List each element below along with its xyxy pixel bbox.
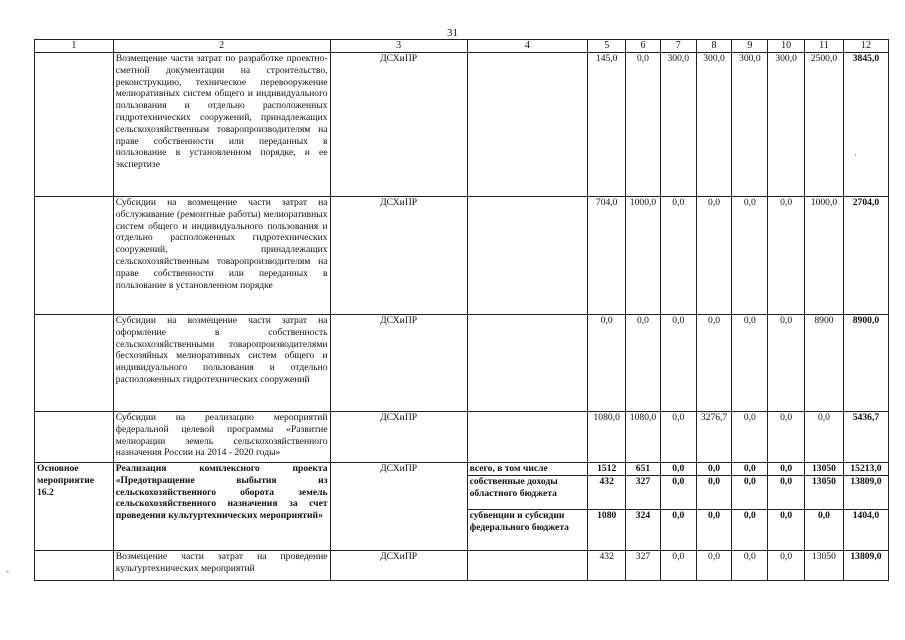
value: 327 [626, 476, 660, 510]
header-cell: 2 [113, 40, 330, 53]
value-cell: 0,0 [732, 315, 768, 412]
funding-source-cell [467, 197, 588, 315]
value: 0,0 [768, 463, 804, 476]
value: 432 [588, 476, 625, 510]
value: 0,0 [708, 510, 721, 521]
header-cell: 1 [35, 40, 114, 53]
total-cell: 13809,0 [843, 551, 888, 581]
total-cell [843, 463, 888, 551]
value: 0,0 [817, 510, 830, 521]
value-cell [626, 463, 661, 551]
activity-label-cell [35, 315, 114, 412]
value: 0,0 [732, 476, 767, 510]
value-cell: 0,0 [732, 412, 768, 463]
executor-cell: ДСХиПР [330, 53, 467, 197]
total-value: 13809,0 [844, 476, 888, 510]
executor-cell: ДСХиПР [330, 315, 467, 412]
header-cell: 5 [588, 40, 626, 53]
header-cell: 9 [732, 40, 768, 53]
header-cell: 7 [660, 40, 696, 53]
funding-source-regional: собственные доходы областного бюджета [468, 476, 588, 510]
value-cell: 0,0 [768, 315, 805, 412]
funding-source-cell [467, 53, 588, 197]
activity-description: Возмещение части затрат по разработке проектно-сметной документации на строительство, реконструкцию, техническое перевооружение мелиоративных систем общего и индивидуального пользования и отдельно расположенных гидротехнических сооружений, принадлежащих сельскохозяйственным товаропроизводителям на праве собственности или переданных в пользование в установленном порядке, и ее экспертизе [113, 53, 330, 197]
header-cell: 11 [805, 40, 844, 53]
value: 1512 [588, 463, 625, 476]
funding-source-federal: субвенции и субсидии федерального бюджета [469, 510, 569, 533]
activity-description: Субсидии на возмещение части затрат на обслуживание (ремонтные работы) мелиоративных систем общего и индивидуального пользования и отдельно расположенных гидротехнических сооружений, принадлежащих сельскохозяйственным товаропроизводителям на праве собственности или переданных в пользование в установленном порядке [113, 197, 330, 315]
value: 0,0 [697, 463, 732, 476]
value-cell: 0,0 [696, 315, 732, 412]
value-cell: 1080,0 [588, 412, 626, 463]
value-cell: 145,0 [588, 53, 626, 197]
value-cell: 300,0 [660, 53, 696, 197]
value-cell: 704,0 [588, 197, 626, 315]
executor-cell: ДСХиПР [330, 412, 467, 463]
value-cell: 0,0 [805, 412, 844, 463]
value-cell: 0,0 [626, 53, 661, 197]
value: 0,0 [661, 476, 696, 510]
value-cell [588, 463, 626, 551]
value-cell: 300,0 [696, 53, 732, 197]
value-cell: 2500,0 [805, 53, 844, 197]
value: 651 [626, 463, 660, 476]
value: 0,0 [672, 510, 685, 521]
total-cell: 8900,0 [843, 315, 888, 412]
value-cell: 0,0 [768, 412, 805, 463]
value-cell [696, 463, 732, 551]
main-activity-description: Реализация комплексного проекта «Предотвращение выбытия из сельскохозяйственного оборота земель сельскохозяйственного назначения за счет проведения культуртехнических мероприятий» [113, 463, 330, 551]
header-cell: 8 [696, 40, 732, 53]
value: 324 [635, 510, 651, 521]
value-cell [660, 463, 696, 551]
header-cell: 6 [626, 40, 661, 53]
activity-description: Субсидии на возмещение части затрат на оформление в собственность сельскохозяйственными товаропроизводителями бесхозяйных мелиоративных систем общего и индивидуального пользования и отдельно расположенных гидротехнических сооружений [113, 315, 330, 412]
value-cell: 0,0 [626, 315, 661, 412]
value-cell: 0,0 [732, 551, 768, 581]
budget-table [34, 39, 889, 581]
value-cell [732, 463, 768, 551]
table-row [35, 551, 889, 581]
value-cell: 0,0 [660, 551, 696, 581]
total-value: 1404,0 [852, 510, 880, 521]
total-cell: 3845,0 [843, 53, 888, 197]
value-cell: 1000,0 [805, 197, 844, 315]
total-cell: 5436,7 [843, 412, 888, 463]
funding-source-cell [467, 463, 588, 551]
executor-cell: ДСХиПР [330, 197, 467, 315]
activity-label-cell [35, 551, 114, 581]
value-cell: 1000,0 [626, 197, 661, 315]
value: 0,0 [780, 510, 793, 521]
header-cell: 12 [843, 40, 888, 53]
header-cell: 4 [467, 40, 588, 53]
main-activity-row [35, 463, 889, 551]
value-cell: 327 [626, 551, 661, 581]
value-cell: 0,0 [768, 551, 805, 581]
value: 0,0 [661, 463, 696, 476]
value-cell: 432 [588, 551, 626, 581]
value-cell: 0,0 [660, 412, 696, 463]
value-cell: 300,0 [732, 53, 768, 197]
funding-source-total: всего, в том числе [468, 463, 588, 476]
value-cell: 3276,7 [696, 412, 732, 463]
scan-artifact: · [854, 150, 857, 160]
value-cell: 0,0 [660, 315, 696, 412]
activity-label-cell [35, 412, 114, 463]
value: 0,0 [697, 476, 732, 510]
value-cell: 300,0 [768, 53, 805, 197]
activity-label-cell [35, 197, 114, 315]
value-cell [805, 463, 844, 551]
value-cell: 8900 [805, 315, 844, 412]
value-cell: 1080,0 [626, 412, 661, 463]
funding-source-cell [467, 315, 588, 412]
table-row [35, 197, 889, 315]
value: 0,0 [732, 463, 767, 476]
value: 13050 [805, 476, 843, 510]
activity-description: Субсидии на реализацию мероприятий федеральной целевой программы «Развитие мелиорации земель сельскохозяйственного назначения России на 2014 - 2020 годы» [113, 412, 330, 463]
value-cell: 0,0 [588, 315, 626, 412]
page-number: 31 [447, 27, 458, 39]
table-row [35, 53, 889, 197]
funding-source-cell [467, 412, 588, 463]
funding-source-cell [467, 551, 588, 581]
table-row [35, 412, 889, 463]
value: 0,0 [743, 510, 756, 521]
total-value: 15213,0 [844, 463, 888, 476]
value-cell: 0,0 [696, 197, 732, 315]
value-cell: 0,0 [696, 551, 732, 581]
header-cell: 3 [330, 40, 467, 53]
total-cell: 2704,0 [843, 197, 888, 315]
value-cell: 0,0 [732, 197, 768, 315]
value-cell [768, 463, 805, 551]
value-cell: 0,0 [660, 197, 696, 315]
executor-cell: ДСХиПР [330, 463, 467, 551]
main-activity-label: Основное мероприятие 16.2 [35, 463, 114, 551]
header-cell: 10 [768, 40, 805, 53]
value-cell: 13050 [805, 551, 844, 581]
value-cell: 0,0 [768, 197, 805, 315]
scan-artifact: - [6, 566, 9, 576]
header-row [35, 40, 889, 53]
value: 13050 [805, 463, 843, 476]
activity-description: Возмещение части затрат на проведение культуртехнических мероприятий [113, 551, 330, 581]
activity-label-cell [35, 53, 114, 197]
executor-cell: ДСХиПР [330, 551, 467, 581]
value: 0,0 [768, 476, 804, 510]
table-row [35, 315, 889, 412]
value: 1080 [597, 510, 617, 521]
